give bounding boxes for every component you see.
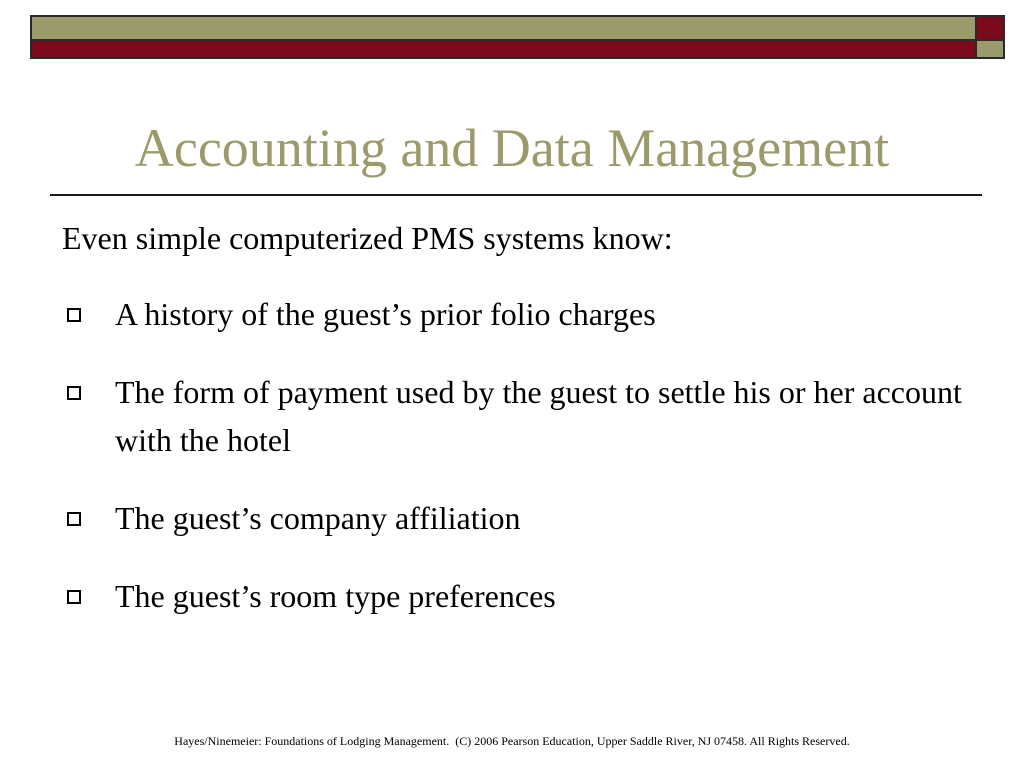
slide-title: Accounting and Data Management [134, 118, 890, 178]
bullet-list [62, 290, 962, 650]
hollow-square-bullet-icon [67, 512, 81, 526]
bullet-text: The guest’s company affiliation [115, 500, 521, 536]
banner-maroon-band [30, 41, 977, 59]
hollow-square-bullet-icon [67, 308, 81, 322]
banner-olive-band [30, 15, 977, 41]
banner-olive-square [977, 41, 1005, 59]
intro-text: Even simple computerized PMS systems know: [62, 220, 673, 256]
bullet-item [62, 572, 962, 620]
bullet-item [62, 290, 962, 338]
copyright-footer: Hayes/Ninemeier: Foundations of Lodging Management. (C) 2006 Pearson Education, Upper Saddle River, NJ 07458. All Rights Reserved. [174, 734, 850, 748]
bullet-text: The guest’s room type preferences [115, 578, 556, 614]
bullet-text: The form of payment used by the guest to settle his or her account with the hotel [115, 374, 962, 458]
bullet-item [62, 368, 962, 464]
bullet-item [62, 494, 962, 542]
bullet-text: A history of the guest’s prior folio charges [115, 296, 656, 332]
title-divider [50, 194, 982, 196]
hollow-square-bullet-icon [67, 386, 81, 400]
hollow-square-bullet-icon [67, 590, 81, 604]
header-banner [30, 15, 1005, 59]
banner-maroon-square [977, 15, 1005, 41]
